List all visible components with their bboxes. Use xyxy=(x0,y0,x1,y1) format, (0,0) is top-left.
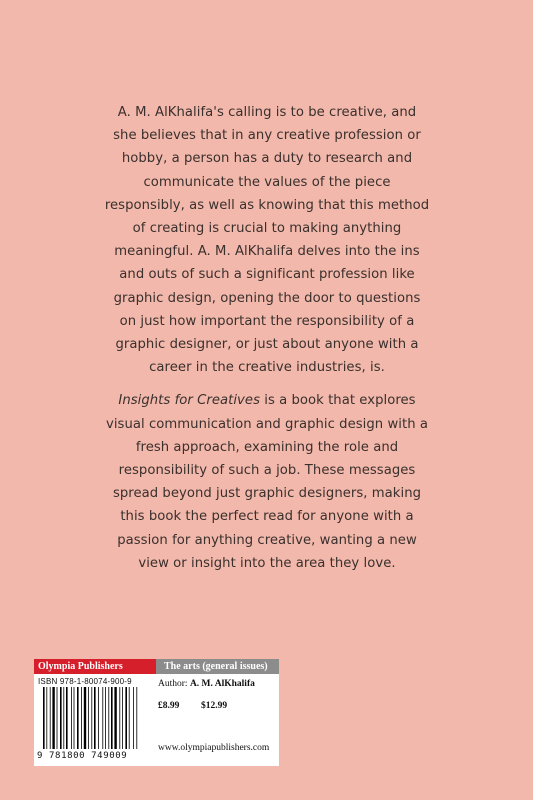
author-line xyxy=(158,679,255,689)
barcode-digits: 9 781800 749009 xyxy=(37,751,128,761)
barcode-panel xyxy=(34,659,279,766)
author-name: A. M. AlKhalifa xyxy=(189,679,255,689)
price-gbp: £8.99 xyxy=(158,701,180,711)
price-usd: $12.99 xyxy=(201,701,228,711)
author-label: Author: xyxy=(158,679,188,689)
blurb-paragraph-1: A. M. AlKhalifa's calling is to be creative, and she believes that in any creative profession or hobby, a person has a duty to research and communicate the values of the piece responsibly, as well as knowing that this method of creating is crucial to making anything meaningful. A. M. AlKhalifa delves into the ins and outs of such a significant profession like graphic design, opening the door to questions on just how important the responsibility of a graphic designer, or just about anyone with a career in the creative industries, is. xyxy=(104,105,430,376)
category-band: The arts (general issues) xyxy=(156,659,279,674)
back-cover-blurb xyxy=(104,101,430,585)
isbn-text: ISBN 978-1-80074-900-9 xyxy=(38,677,132,686)
book-title: Insights for Creatives xyxy=(118,393,260,409)
blurb-paragraph-2-text: is a book that explores visual communication and graphic design with a fresh approach, examining the role and responsibility of such a job. These messages spread beyond just graphic designers, making this book the perfect read for anyone with a passion for anything creative, wanting a new view or insight into the area they love. xyxy=(105,393,428,571)
blurb-paragraph-2 xyxy=(104,389,430,575)
barcode-icon xyxy=(43,687,143,751)
publisher-website: www.olympiapublishers.com xyxy=(158,743,270,753)
publisher-band: Olympia Publishers xyxy=(34,659,156,674)
